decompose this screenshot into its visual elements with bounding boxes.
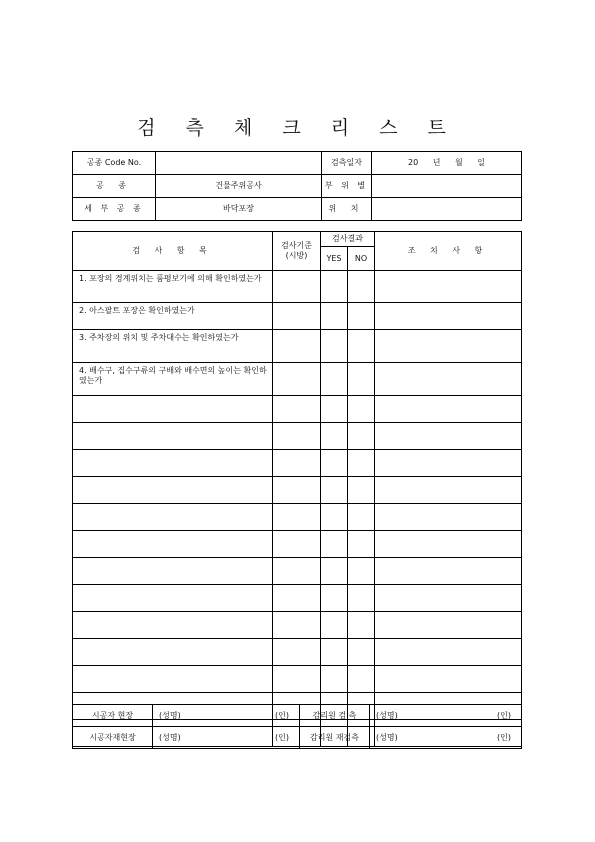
action-cell[interactable]: [375, 271, 522, 303]
table-row: [73, 303, 522, 330]
criteria-cell[interactable]: [273, 477, 321, 504]
code-value[interactable]: [156, 152, 322, 175]
header-result: 검사결과: [321, 232, 375, 247]
table-row: [73, 639, 522, 666]
table-row: [73, 666, 522, 693]
contractor-label: 시공자 현장: [73, 705, 153, 727]
checklist-item-text: 4. 배수구, 집수구류의 구배와 배수면의 높이는 확인하였는가: [73, 363, 273, 396]
table-row: [73, 450, 522, 477]
supervisor-signature[interactable]: [370, 705, 522, 727]
criteria-cell[interactable]: [273, 396, 321, 423]
no-cell[interactable]: [348, 612, 375, 639]
yes-cell[interactable]: [321, 477, 348, 504]
location-label: 위 치: [322, 198, 372, 221]
action-cell[interactable]: [375, 303, 522, 330]
action-cell[interactable]: [375, 666, 522, 693]
table-row: [73, 363, 522, 396]
page-title: 검 측 체 크 리 스 트: [137, 117, 458, 139]
criteria-cell[interactable]: [273, 612, 321, 639]
table-row: [73, 558, 522, 585]
criteria-cell[interactable]: [273, 639, 321, 666]
header-criteria: [273, 232, 321, 271]
date-label: 검측일자: [322, 152, 372, 175]
table-row: [73, 585, 522, 612]
header-criteria-line2: (시방): [285, 251, 308, 260]
no-cell[interactable]: [348, 271, 375, 303]
checklist-item-text: [73, 396, 273, 423]
yes-cell[interactable]: [321, 639, 348, 666]
date-value[interactable]: 20 년 월 일: [372, 152, 522, 175]
no-cell[interactable]: [348, 303, 375, 330]
checklist-item-text: [73, 504, 273, 531]
action-cell[interactable]: [375, 558, 522, 585]
action-cell[interactable]: [375, 396, 522, 423]
info-table: [72, 151, 522, 221]
table-row: [73, 423, 522, 450]
supervisor-rep-signature[interactable]: [370, 727, 522, 749]
yes-cell[interactable]: [321, 396, 348, 423]
checklist-table: [72, 231, 522, 747]
checklist-item-text: [73, 558, 273, 585]
yes-cell[interactable]: [321, 666, 348, 693]
no-cell[interactable]: [348, 639, 375, 666]
part-value[interactable]: [372, 175, 522, 198]
contractor-rep-signature[interactable]: [153, 727, 300, 749]
part-label: 부 위 별: [322, 175, 372, 198]
detail-label: 세 부 공 종: [73, 198, 156, 221]
checklist-item-text: 2. 아스팔트 포장은 확인하였는가: [73, 303, 273, 330]
name-placeholder: (성명): [159, 710, 181, 720]
criteria-cell[interactable]: [273, 585, 321, 612]
supervisor-label: 감리원 검 측: [300, 705, 370, 727]
name-placeholder: (성명): [376, 732, 398, 742]
yes-cell[interactable]: [321, 330, 348, 363]
checklist-item-text: 1. 포장의 경계위치는 품평보기에 의해 확인하였는가: [73, 271, 273, 303]
table-row: [73, 531, 522, 558]
criteria-cell[interactable]: [273, 363, 321, 396]
yes-cell[interactable]: [321, 531, 348, 558]
checklist-item-text: [73, 666, 273, 693]
checklist-item-text: [73, 639, 273, 666]
action-cell[interactable]: [375, 477, 522, 504]
action-cell[interactable]: [375, 612, 522, 639]
checklist-item-text: [73, 612, 273, 639]
checklist-item-text: [73, 423, 273, 450]
no-cell[interactable]: [348, 504, 375, 531]
detail-value[interactable]: 바닥포장: [156, 198, 322, 221]
action-cell[interactable]: [375, 330, 522, 363]
seal-mark: (인): [497, 710, 511, 720]
header-criteria-line1: 검사기준: [281, 241, 312, 250]
no-cell[interactable]: [348, 585, 375, 612]
action-cell[interactable]: [375, 423, 522, 450]
table-row: [73, 330, 522, 363]
action-cell[interactable]: [375, 585, 522, 612]
checklist-item-text: [73, 531, 273, 558]
yes-cell[interactable]: [321, 271, 348, 303]
checklist-item-text: [73, 477, 273, 504]
work-label: 공 종: [73, 175, 156, 198]
checklist-item-text: [73, 585, 273, 612]
table-row: [73, 271, 522, 303]
no-cell[interactable]: [348, 666, 375, 693]
criteria-cell[interactable]: [273, 330, 321, 363]
no-cell[interactable]: [348, 558, 375, 585]
table-row: [73, 396, 522, 423]
no-cell[interactable]: [348, 330, 375, 363]
criteria-cell[interactable]: [273, 558, 321, 585]
yes-cell[interactable]: [321, 504, 348, 531]
seal-mark: (인): [275, 732, 289, 742]
action-cell[interactable]: [375, 450, 522, 477]
signature-table: [72, 704, 522, 749]
yes-cell[interactable]: [321, 303, 348, 330]
table-row: [73, 612, 522, 639]
criteria-cell[interactable]: [273, 531, 321, 558]
seal-mark: (인): [275, 710, 289, 720]
checklist-item-text: [73, 450, 273, 477]
action-cell[interactable]: [375, 363, 522, 396]
name-placeholder: (성명): [376, 710, 398, 720]
seal-mark: (인): [497, 732, 511, 742]
contractor-rep-label: 시공자재현장: [73, 727, 153, 749]
no-cell[interactable]: [348, 450, 375, 477]
table-row: [73, 504, 522, 531]
no-cell[interactable]: [348, 396, 375, 423]
no-cell[interactable]: [348, 423, 375, 450]
criteria-cell[interactable]: [273, 450, 321, 477]
yes-cell[interactable]: [321, 450, 348, 477]
yes-cell[interactable]: [321, 612, 348, 639]
code-label: 공종 Code No.: [73, 152, 156, 175]
criteria-cell[interactable]: [273, 423, 321, 450]
header-yes: YES: [321, 247, 348, 271]
criteria-cell[interactable]: [273, 504, 321, 531]
location-value[interactable]: [372, 198, 522, 221]
yes-cell[interactable]: [321, 585, 348, 612]
header-item: 검 사 항 목: [73, 232, 273, 271]
header-action: 조 치 사 항: [375, 232, 522, 271]
action-cell[interactable]: [375, 639, 522, 666]
table-row: [73, 477, 522, 504]
yes-cell[interactable]: [321, 363, 348, 396]
work-value[interactable]: 건물주위공사: [156, 175, 322, 198]
criteria-cell[interactable]: [273, 666, 321, 693]
no-cell[interactable]: [348, 363, 375, 396]
criteria-cell[interactable]: [273, 271, 321, 303]
yes-cell[interactable]: [321, 423, 348, 450]
criteria-cell[interactable]: [273, 303, 321, 330]
action-cell[interactable]: [375, 531, 522, 558]
contractor-signature[interactable]: [153, 705, 300, 727]
action-cell[interactable]: [375, 504, 522, 531]
header-no: NO: [348, 247, 375, 271]
name-placeholder: (성명): [159, 732, 181, 742]
no-cell[interactable]: [348, 531, 375, 558]
supervisor-rep-label: 감리원 재검측: [300, 727, 370, 749]
no-cell[interactable]: [348, 477, 375, 504]
checklist-item-text: 3. 주차장의 위치 및 주차대수는 확인하였는가: [73, 330, 273, 363]
yes-cell[interactable]: [321, 558, 348, 585]
